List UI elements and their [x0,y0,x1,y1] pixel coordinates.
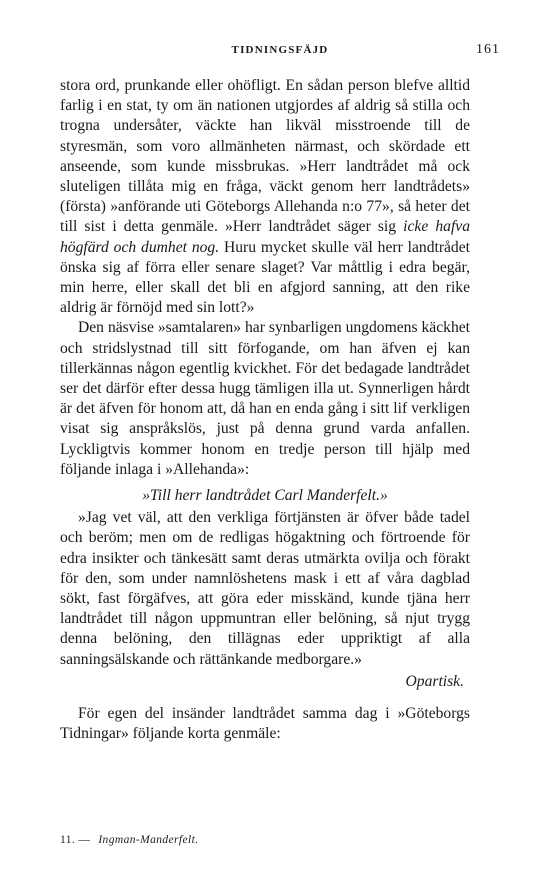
paragraph-1-text-b: Huru mycket skulle väl herr landtrådet önska sig af förra eller senare slaget? Var måttlig i edra begär, min herre, eller skall det bli en afgjord sanning, att den rike aldrig är förnöjd med sin lott?» [60,238,470,317]
body-text [60,76,470,745]
paragraph-1-emphasis: icke hafva högfärd och dumhet nog. [60,218,470,256]
footer-title: Ingman-Manderfelt. [98,834,199,846]
paragraph-1-text-a: stora ord, prunkande eller ohöfligt. En sådan person blefve alltid farlig i en stat, ty om än nationen utgjordes af aldrig så stilla och trogna undersåter, väckte han likväl misstroende till de styresmän, som voro allmänheten närmast, och skördade ett anseende, som kunde missbrukas. »Herr landtrådet må ock sluteligen tillåta mig en fråga, väckt genom herr landtrådets» (första) »anförande uti Göteborgs Allehanda n:o 77», så heter det till sist i detta genmäle. »Herr landtrådet säger sig [60,77,470,236]
signature-mark: 11. — [60,834,91,846]
paragraph-3: »Jag vet väl, att den verkliga förtjänsten är öfver både tadel och beröm; men om de redligas högaktning och förtroende för edra insikter och tänkesätt samt deras utmärkta ovilja och förakt för den, som under namnlöshetens mask i ett af våra dagblad sökt, fast förgäfves, att göra eder misskänd, kunde tjäna herr landtrådet till någon uppmuntran eller belöning, så njut trygg denna belöning, den tillägnas eder uppriktigt af alla sanningsälskande och rättänkande medborgare.» [60,509,470,668]
running-head: TIDNINGSFÄJD [231,44,329,56]
section-spacer [60,692,470,704]
page-header [60,44,500,64]
letter-heading: »Till herr landtrådet Carl Manderfelt.» [142,487,388,505]
signature: Opartisk. [405,672,464,690]
page-number: 161 [476,42,500,57]
paragraph-2: Den näsvise »samtalaren» har synbarligen ungdomens käckhet och stridslystnad till sitt förfogande, om han äfven ej kan tillerkännas någon egentlig kvickhet. För det bedagade landtrådet ser det därför efter dessa hugg tämligen illa ut. Synnerligen hårdt är det äfven för honom att, då han en enda gång i sitt lif verkligen visat sig anspråkslös, just på denna grund varda anfallen. Lyckligtvis kommer honom en tredje person till hjälp med följande inlaga i »Allehanda»: [60,319,470,478]
paragraph-1 [60,76,470,318]
page-footer [60,834,198,846]
paragraph-4: För egen del insänder landtrådet samma dag i »Göteborgs Tidningar» följande korta genmäle: [60,705,470,743]
